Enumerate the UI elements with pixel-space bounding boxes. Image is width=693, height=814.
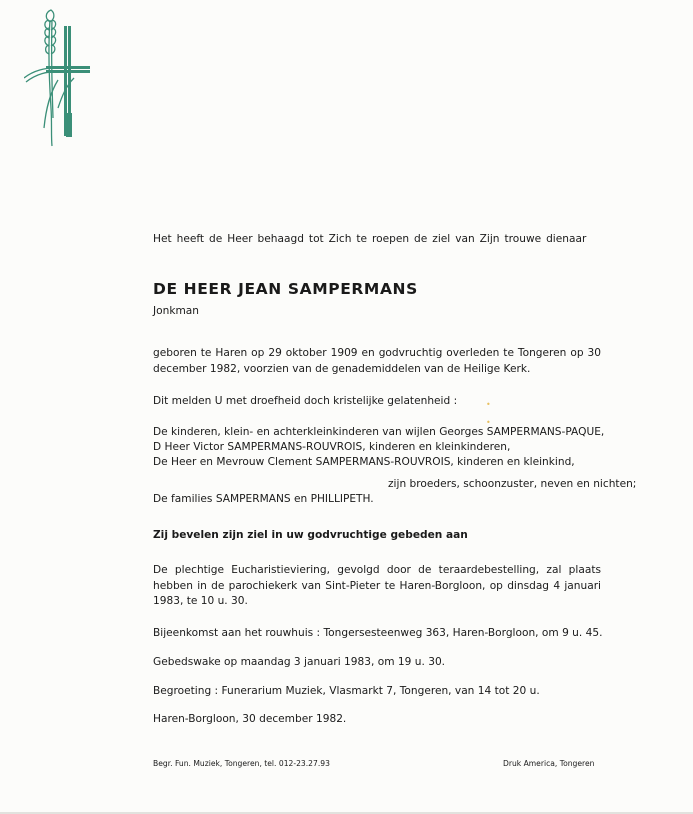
birth-death-text: geboren te Haren op 29 oktober 1909 en godvruchtig overleden te Tongeren op 30 december 1982, voorzien van de genademiddelen van de Heilige Kerk.: [153, 347, 601, 375]
vigil-text: Gebedswake op maandag 3 januari 1983, om 19 u. 30.: [153, 656, 446, 668]
prayer-request: Zij bevelen zijn ziel in uw godvruchtige gebeden aan: [153, 529, 468, 541]
deceased-title: Jonkman: [153, 305, 199, 317]
family-line-1: De kinderen, klein- en achterkleinkinderen van wijlen Georges SAMPERMANS-PAQUE,: [153, 426, 605, 438]
viewing-text: Begroeting : Funerarium Muziek, Vlasmarkt 7, Tongeren, van 14 tot 20 u.: [153, 685, 540, 697]
announcement-text: Dit melden U met droefheid doch kristelijke gelatenheid :: [153, 395, 458, 407]
footer-printer: Druk America, Tongeren: [503, 759, 595, 768]
meeting-text: Bijeenkomst aan het rouwhuis : Tongersesteenweg 363, Haren-Borgloon, om 9 u. 45.: [153, 627, 603, 639]
ceremony-text: De plechtige Eucharistieviering, gevolgd door de teraardebestelling, zal plaats hebben in de parochiekerk van Sint-Pieter te Haren-Borgloon, op dinsdag 4 januari 1983, te 10 u. 30.: [153, 564, 601, 607]
footer-funeral-home: Begr. Fun. Muziek, Tongeren, tel. 012-23.27.93: [153, 759, 330, 768]
decorative-dots: • •: [486, 400, 491, 427]
cross-with-wheat-icon: [24, 8, 96, 148]
place-date-text: Haren-Borgloon, 30 december 1982.: [153, 713, 347, 725]
family-line-4: zijn broeders, schoonzuster, neven en nichten;: [388, 478, 637, 490]
family-line-2: D Heer Victor SAMPERMANS-ROUVROIS, kinderen en kleinkinderen,: [153, 441, 511, 453]
intro-text: Het heeft de Heer behaagd tot Zich te roepen de ziel van Zijn trouwe dienaar: [153, 233, 587, 245]
deceased-name: DE HEER JEAN SAMPERMANS: [153, 280, 418, 298]
families-line: De families SAMPERMANS en PHILLIPETH.: [153, 493, 374, 505]
family-line-3: De Heer en Mevrouw Clement SAMPERMANS-ROUVROIS, kinderen en kleinkind,: [153, 456, 575, 468]
